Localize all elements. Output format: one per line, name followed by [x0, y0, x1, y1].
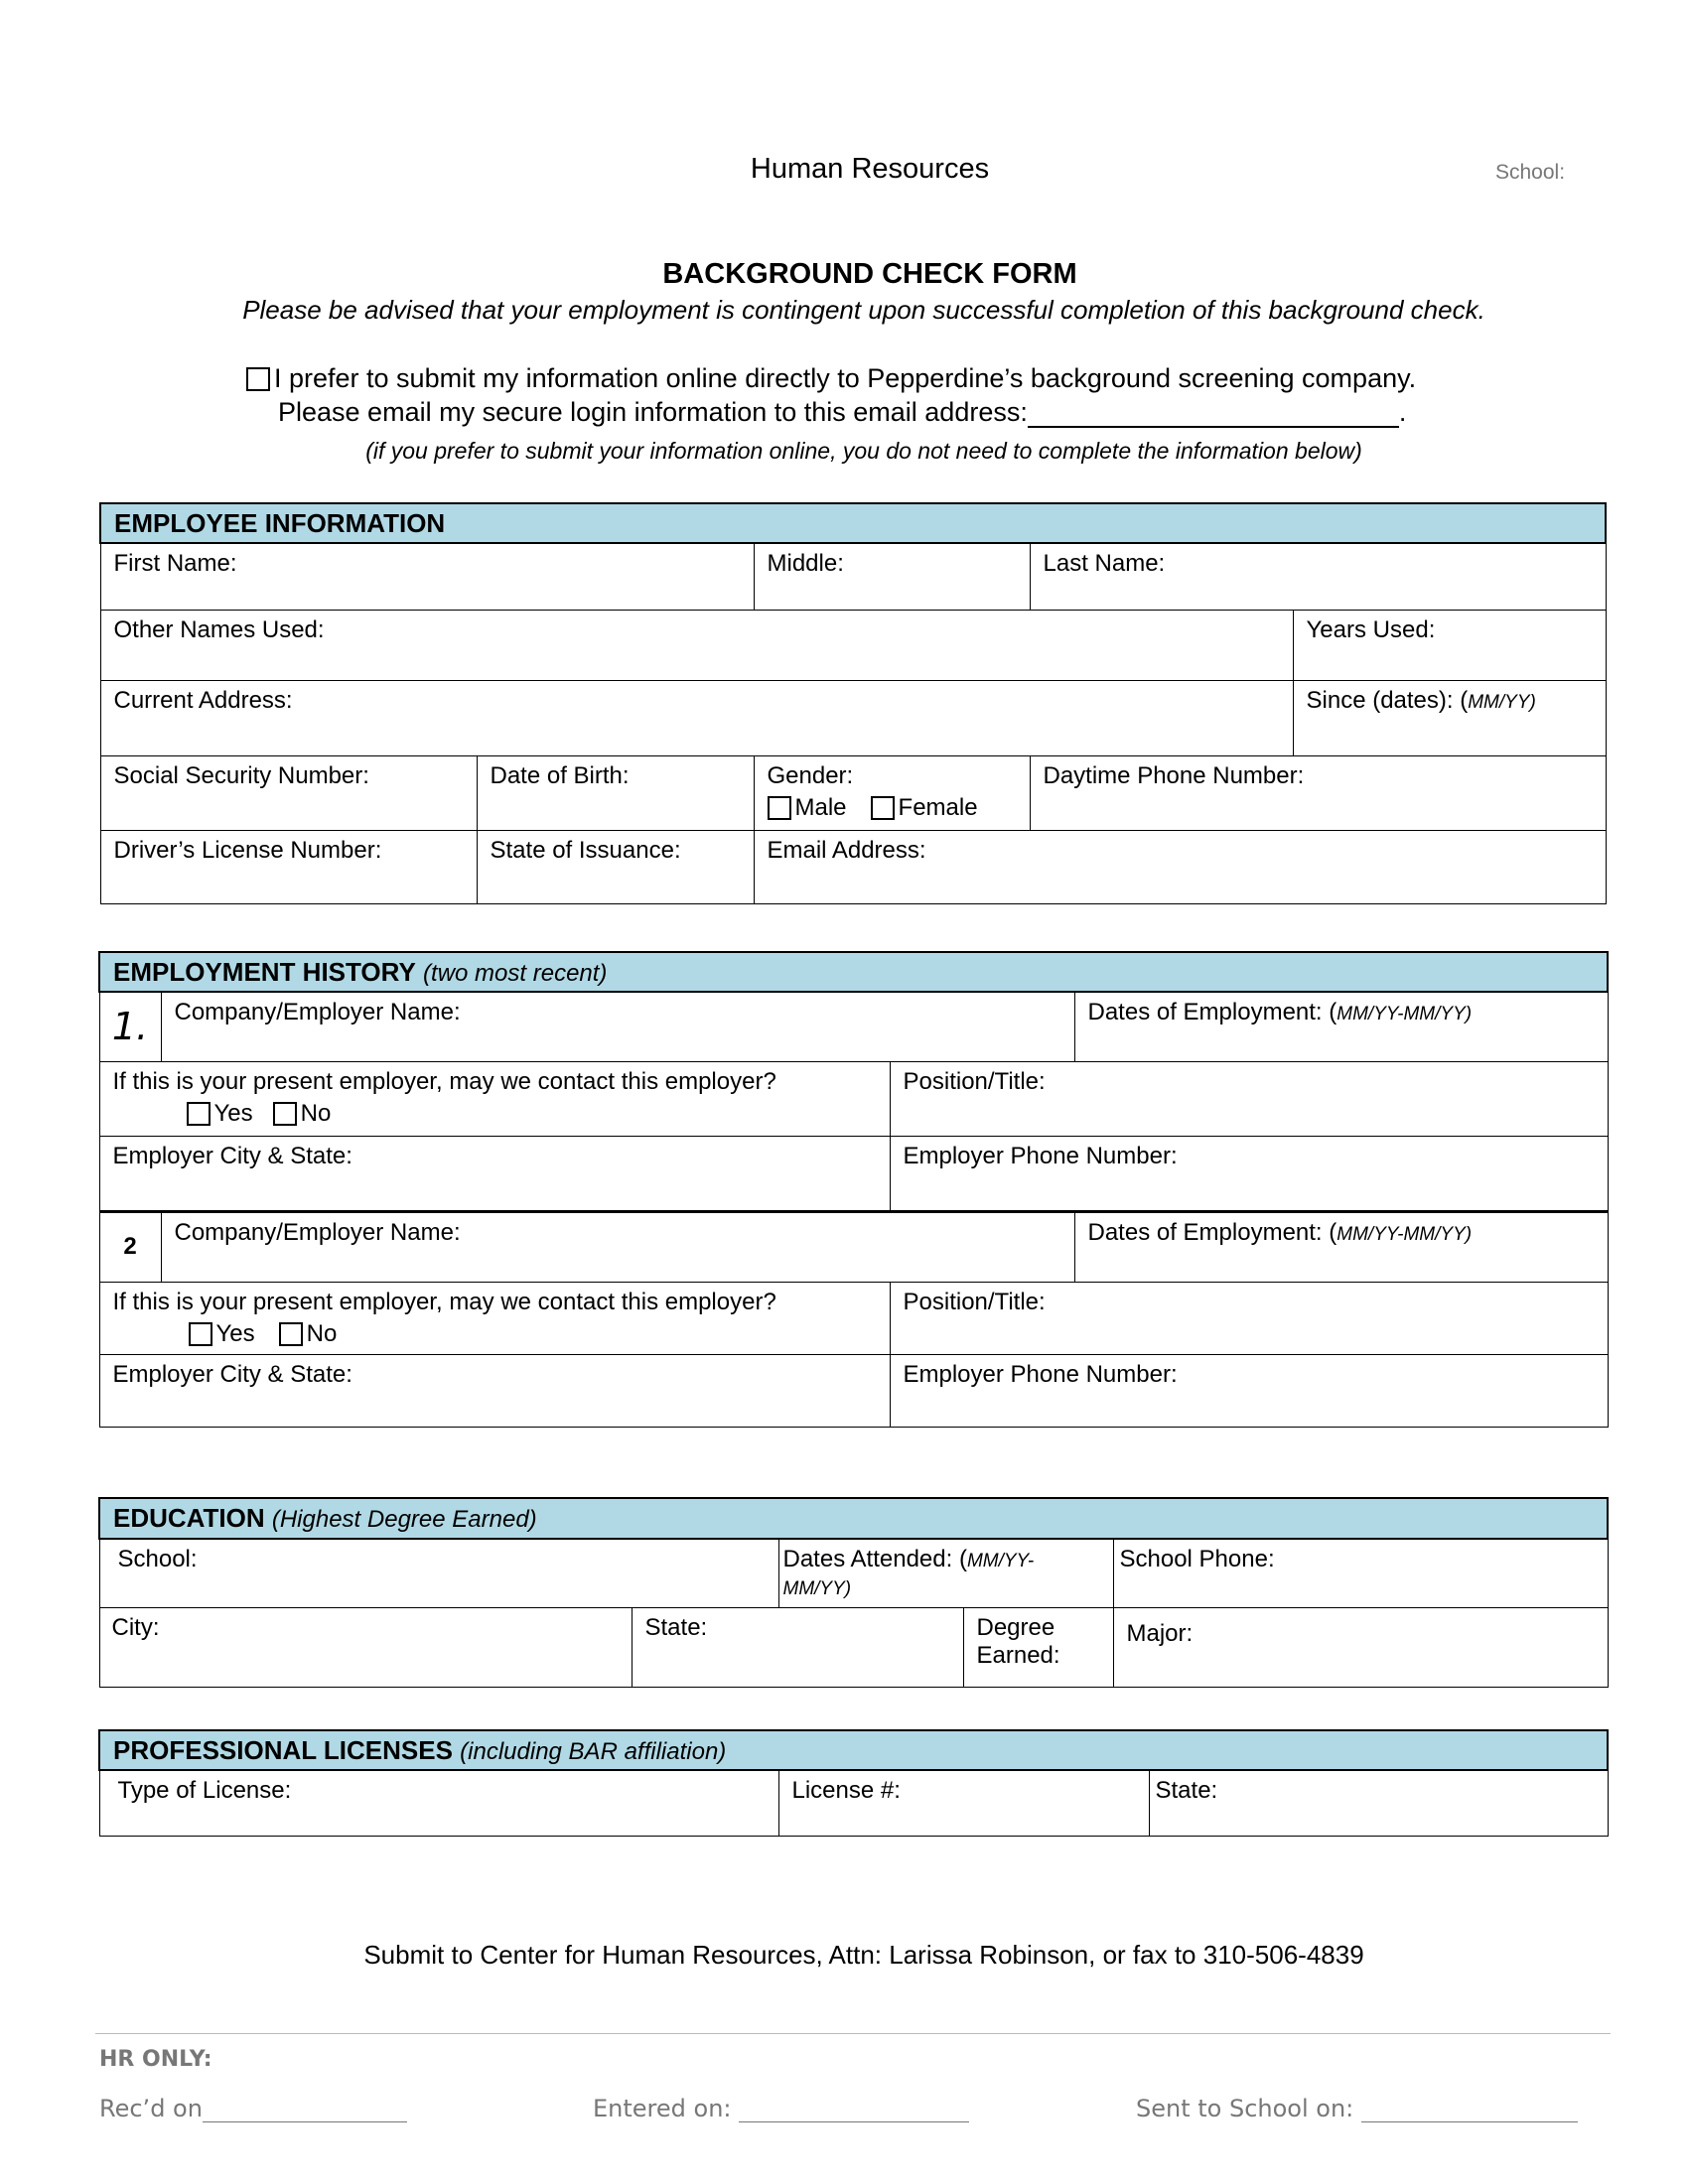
gender-options [768, 790, 1017, 822]
employer-1-position-field[interactable] [890, 1061, 1608, 1136]
last-name-label: Last Name: [1043, 550, 1166, 577]
employer-2-phone-label: Employer Phone Number: [903, 1360, 1178, 1388]
email-address-field[interactable] [754, 830, 1606, 903]
last-name-field[interactable] [1030, 543, 1606, 610]
online-note: (if you prefer to submit your information online, you do not need to complete the information below) [365, 438, 1362, 464]
employer-1-contact-options [187, 1096, 877, 1128]
employer-1-city-state-field[interactable] [99, 1136, 890, 1211]
gender-field [754, 755, 1030, 830]
hr-entered-field[interactable] [739, 2098, 969, 2122]
employer-1-yes-label: Yes [213, 1099, 253, 1127]
employer-2-yes-label: Yes [215, 1319, 255, 1347]
hr-entered-label: Entered on: [593, 2095, 740, 2122]
hr-recd-row [99, 2095, 407, 2122]
online-option-row [246, 363, 1416, 394]
dob-label: Date of Birth: [490, 761, 630, 789]
hr-divider [95, 2033, 1611, 2034]
employer-2-position-label: Position/Title: [903, 1288, 1046, 1315]
school-label: School: [117, 1546, 198, 1572]
license-state-label: State: [1155, 1777, 1218, 1804]
years-used-label: Years Used: [1306, 615, 1436, 643]
employee-information-table [99, 502, 1607, 904]
employee-section-header: EMPLOYEE INFORMATION [100, 503, 1606, 543]
employer-2-no-checkbox[interactable] [279, 1322, 303, 1346]
email-prompt-label: Please email my secure login information to this email address: [278, 397, 1028, 427]
degree-earned-label: Degree Earned: [976, 1614, 1060, 1669]
school-field[interactable] [99, 1539, 778, 1608]
employer-2-company-field[interactable] [161, 1211, 1074, 1282]
male-label: Male [794, 793, 847, 821]
advisory-text: Please be advised that your employment is contingent upon successful completion of this background check. [242, 295, 1485, 325]
since-dates-field[interactable] [1293, 680, 1606, 755]
degree-earned-field[interactable] [963, 1608, 1113, 1688]
state-issuance-label: State of Issuance: [490, 836, 681, 864]
employer-1-company-field[interactable] [161, 992, 1074, 1061]
employer-2-phone-field[interactable] [890, 1354, 1608, 1427]
years-used-field[interactable] [1293, 610, 1606, 680]
licenses-table [98, 1729, 1609, 1837]
licenses-section-header [99, 1730, 1608, 1770]
dates-attended-field[interactable] [778, 1539, 1113, 1608]
license-type-label: Type of License: [117, 1777, 292, 1804]
employer-2-contact-options [189, 1316, 877, 1348]
state-field[interactable] [632, 1608, 963, 1688]
city-label: City: [111, 1614, 160, 1641]
female-label: Female [898, 793, 978, 821]
since-dates-label: Since (dates): ( [1306, 686, 1469, 714]
drivers-license-field[interactable] [100, 830, 477, 903]
hr-sent-field[interactable] [1361, 2098, 1578, 2122]
education-section-sub: (Highest Degree Earned) [271, 1506, 537, 1533]
employer-2-dates-format: MM/YY-MM/YY) [1336, 1223, 1473, 1245]
license-number-label: License #: [791, 1777, 901, 1804]
employer-1-dates-label: Dates of Employment: ( [1087, 999, 1337, 1025]
employer-1-contact-question: If this is your present employer, may we contact this employer? [112, 1067, 776, 1095]
male-checkbox[interactable] [768, 796, 791, 820]
middle-name-label: Middle: [767, 550, 844, 577]
page-header-title: Human Resources [750, 153, 990, 185]
ssn-label: Social Security Number: [113, 761, 369, 789]
dob-field[interactable] [477, 755, 754, 830]
employer-1-number: 1. [99, 992, 161, 1061]
email-prompt-row [278, 397, 1406, 428]
online-option-label: I prefer to submit my information online directly to Pepperdine’s background screening company. [274, 363, 1417, 393]
license-type-field[interactable] [99, 1770, 778, 1836]
current-address-label: Current Address: [113, 686, 293, 714]
employer-1-city-state-label: Employer City & State: [112, 1142, 352, 1169]
online-option-checkbox[interactable] [246, 367, 270, 391]
daytime-phone-field[interactable] [1030, 755, 1606, 830]
first-name-field[interactable] [100, 543, 754, 610]
submit-instructions: Submit to Center for Human Resources, Attn: Larissa Robinson, or fax to 310-506-4839 [363, 1940, 1364, 1970]
email-address-label: Email Address: [767, 836, 926, 864]
education-section-title: EDUCATION [113, 1503, 265, 1533]
school-phone-label: School Phone: [1119, 1546, 1275, 1572]
employment-history-table [98, 951, 1609, 1428]
form-title: BACKGROUND CHECK FORM [662, 258, 1077, 290]
employer-1-no-label: No [300, 1099, 332, 1127]
state-label: State: [644, 1614, 708, 1641]
licenses-section-sub: (including BAR affiliation) [460, 1737, 727, 1765]
hr-only-label: HR ONLY: [99, 2047, 212, 2072]
employer-1-phone-field[interactable] [890, 1136, 1608, 1211]
employer-1-contact-field [99, 1061, 890, 1136]
since-dates-format: MM/YY) [1468, 691, 1536, 713]
gender-label: Gender: [767, 761, 854, 789]
drivers-license-label: Driver’s License Number: [113, 836, 382, 864]
licenses-section-title: PROFESSIONAL LICENSES [113, 1734, 453, 1765]
employment-section-sub: (two most recent) [423, 959, 608, 987]
employer-1-phone-label: Employer Phone Number: [903, 1142, 1178, 1169]
hr-sent-row [1136, 2095, 1578, 2122]
employer-1-no-checkbox[interactable] [273, 1102, 297, 1126]
middle-name-field[interactable] [754, 543, 1030, 610]
email-prompt-end: . [1398, 397, 1407, 427]
employment-section-title: EMPLOYMENT HISTORY [113, 956, 416, 987]
header-school-label: School: [1495, 161, 1566, 184]
employer-2-yes-checkbox[interactable] [189, 1322, 212, 1346]
employer-2-dates-field[interactable] [1074, 1211, 1608, 1282]
education-table [98, 1497, 1609, 1688]
employer-2-contact-question: If this is your present employer, may we contact this employer? [112, 1288, 776, 1315]
hr-sent-label: Sent to School on: [1136, 2095, 1361, 2122]
employer-2-city-state-label: Employer City & State: [112, 1360, 352, 1388]
dates-attended-format: MM/YY-MM/YY) [782, 1551, 1035, 1599]
education-section-header [99, 1498, 1608, 1539]
major-field[interactable] [1113, 1608, 1608, 1688]
license-number-field[interactable] [778, 1770, 1149, 1836]
employer-2-company-label: Company/Employer Name: [174, 1218, 461, 1246]
employer-2-no-label: No [306, 1319, 338, 1347]
employer-2-city-state-field[interactable] [99, 1354, 890, 1427]
city-field[interactable] [99, 1608, 632, 1688]
current-address-field[interactable] [100, 680, 1293, 755]
first-name-label: First Name: [113, 550, 237, 577]
online-email-field[interactable] [1028, 400, 1399, 428]
employer-1-company-label: Company/Employer Name: [174, 999, 461, 1025]
other-names-label: Other Names Used: [113, 615, 325, 643]
major-label: Major: [1126, 1620, 1194, 1647]
employer-2-position-field[interactable] [890, 1282, 1608, 1354]
daytime-phone-label: Daytime Phone Number: [1043, 761, 1305, 789]
employer-2-contact-field [99, 1282, 890, 1354]
hr-recd-field[interactable] [203, 2098, 407, 2122]
employer-1-dates-format: MM/YY-MM/YY) [1336, 1004, 1473, 1024]
state-issuance-field[interactable] [477, 830, 754, 903]
employer-1-dates-field[interactable] [1074, 992, 1608, 1061]
employer-2-number: 2 [99, 1211, 161, 1282]
employer-2-dates-label: Dates of Employment: ( [1087, 1218, 1337, 1246]
employer-1-position-label: Position/Title: [903, 1067, 1046, 1095]
school-phone-field[interactable] [1113, 1539, 1608, 1608]
female-checkbox[interactable] [871, 796, 895, 820]
license-state-field[interactable] [1149, 1770, 1608, 1836]
ssn-field[interactable] [100, 755, 477, 830]
employment-section-header [99, 952, 1608, 992]
hr-entered-row [593, 2095, 969, 2122]
hr-recd-label: Rec’d on [99, 2095, 203, 2122]
dates-attended-label: Dates Attended: ( [782, 1546, 967, 1572]
other-names-field[interactable] [100, 610, 1293, 680]
employer-1-yes-checkbox[interactable] [187, 1102, 211, 1126]
